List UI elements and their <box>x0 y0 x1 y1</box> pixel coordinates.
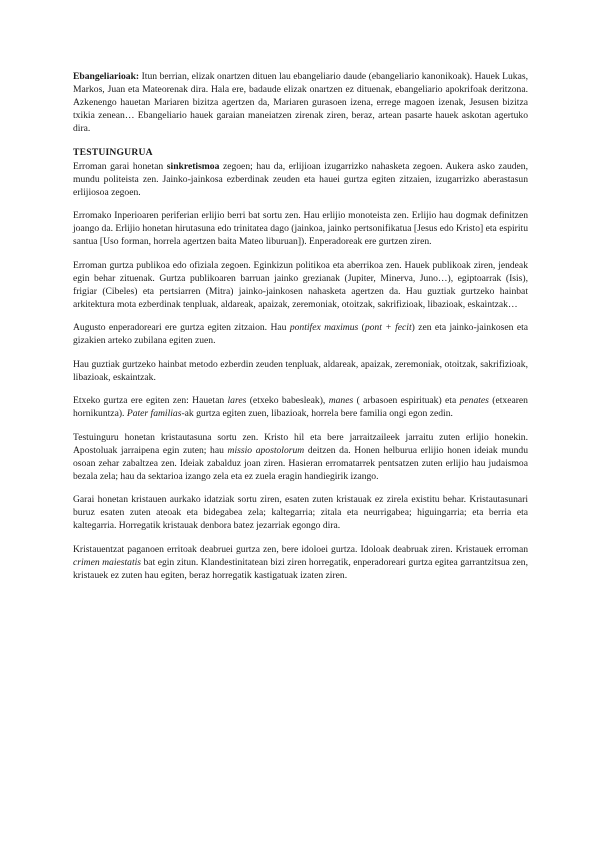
document-body <box>73 70 528 592</box>
text-run: zegoen; hau da, erlijioan izugarrizko nahasketa zegoen. Aukera asko zauden, mundu politeista zen. Jainko-jainkosa ezberdinak zeuden eta hauei gurtza egiten zitzaien, izugarrizko aberastasun erlijiosoa zegoen. <box>73 160 528 198</box>
term-penates: penates <box>459 395 489 406</box>
text-run: ) zen eta jainko-jainkosen eta gizakien arteko zubilana egiten zuen. <box>73 322 529 346</box>
paragraph-gospels <box>73 70 528 135</box>
paragraph-public-cult: Erroman gurtza publikoa edo ofiziala zegoen. Eginkizun politikoa eta aberrikoa zen. Hauek publikoak ziren, jendeak egin behar zituenak. Gurtza publikoaren barruan jainko grezianak (Jupiter, Minerva, Juno…), egiptoarrak (Isis), frigiar (Cibeles) eta pertsiarren (Mitra) jainko-jainkosen nahasketa agertzen da. Hau guztiak gurtzeko hainbat arkitektura mota ezberdinak tenpluak, aldareak, apaizak, zeremoniak, otoitzak, sakrifizioak, libazioak, eskaintzak… <box>73 259 528 310</box>
paragraph-worship-methods: Hau guztiak gurtzeko hainbat metodo ezberdin zeuden tenpluak, aldareak, apaizak, zeremoniak, otoitzak, sakrifizioak, libazioak, eskaintzak. <box>73 358 528 383</box>
text-run: -ak gurtza egiten zuen, libazioak, horrela bere familia ongi egon zedin. <box>181 408 453 419</box>
text-run: Erroman garai honetan <box>73 160 167 172</box>
text-run: Kristauentzat paganoen erritoak deabruei gurtza zen, bere idoloei gurtza. Idoloak deabruak ziren. Kristauek erroman <box>73 543 528 555</box>
text-run: ( arbasoen espirituak) eta <box>353 395 460 406</box>
text-run: Augusto enperadoreari ere gurtza egiten zitzaion. Hau <box>73 322 290 333</box>
term-pont-fecit: pont + fecit <box>364 322 412 333</box>
term-lares: lares <box>227 395 247 406</box>
term-pater-familias: Pater familias <box>126 408 182 419</box>
paragraph-anti-christian: Garai honetan kristauen aurkako idatziak sortu ziren, esaten zuten kristauak ez zirela existitu behar. Kristautasunari buruz esaten zuten ateoak eta bidegabea zela; kaltegarria; zitala eta neurrigabea; higuingarria; eta berria eta kaltegarria. Horregatik kristauak denbora batez jezarriak egongo dira. <box>73 494 528 531</box>
term-pontifex-maximus: pontifex maximus <box>289 322 359 333</box>
text-run: Testuinguru honetan kristautasuna sortu zen. Kristo hil eta bere jarraitzaileek jarraitu zuten erlijio honekin. Apostoluak jarraipena egin zuten; hau <box>73 431 528 456</box>
term-missio-apostolorum: missio apostolorum <box>227 444 305 456</box>
text-run: (etxearen hornikuntza). <box>73 395 528 419</box>
section-heading: TESTUINGURUA <box>73 146 153 158</box>
paragraph-pagan-rites <box>73 543 528 582</box>
paragraph-augustus <box>73 321 528 347</box>
term-gospels: Ebangeliarioak: <box>73 71 140 82</box>
term-crimen-maiestatis: crimen maiestatis <box>73 556 142 568</box>
term-manes: manes <box>328 395 354 406</box>
gospels-text: Itun berrian, elizak onartzen dituen lau ebangeliario daude (ebangeliario kanonikoak). Hauek Lukas, Markos, Juan eta Mateorenak dira. Hala ere, badaude elizak onartzen ez dituenak, ebangeliario apokrifoak deritzona. Azkenengo hauetan Mariaren bizitza agertzen da, Mariaren gurasoen izena, errege magoen izenak, Jesusen bizitza txikia zenean… Ebangeliario hauek garaian maneiatzen zirenak ziren, beraz, artean pasarte hauek askotan agertuko dira. <box>73 71 528 134</box>
paragraph-syncretism <box>73 160 528 199</box>
paragraph-christianity <box>73 431 528 483</box>
paragraph-domestic-cult <box>73 394 528 420</box>
text-run: ( <box>358 322 365 333</box>
text-run: (etxeko babesleak), <box>246 395 329 406</box>
text-run: Etxeko gurtza ere egiten zen: Hauetan <box>73 395 228 406</box>
text-run: deitzen da. Honen helburua erlijio honen ideiak mundu osoan zehar zabaltzea zen. Ideiak zabalduz joan ziren. Hasieran erromatarrek pentsatzen zuten erlijio hau judaismoa bezala zela; hau da sektarioa izango zela eta ez zuela eragin handiegirik izango. <box>73 444 528 482</box>
paragraph-new-religion: Erromako Inperioaren periferian erlijio berri bat sortu zen. Hau erlijio monoteista zen. Erlijio hau dogmak definitzen joango da. Erlijio honetan hirutasuna edo trinitatea dago (jainkoa, jainko pertsonifikatua [Jesus edo Kristo] eta espiritu santua [Uso forman, horrela agertzen baita Mateo liburuan]). Enperadoreak ere gurtzen ziren. <box>73 210 528 247</box>
term-syncretism: sinkretismoa <box>166 160 220 172</box>
text-run: bat egin zitun. Klandestinitatean bizi ziren horregatik, enperadoreari gurtza egitea garrantzitsua zen, kristauek ez zuten hau egiten, beraz horregatik kastigatuak izaten ziren. <box>73 556 528 581</box>
